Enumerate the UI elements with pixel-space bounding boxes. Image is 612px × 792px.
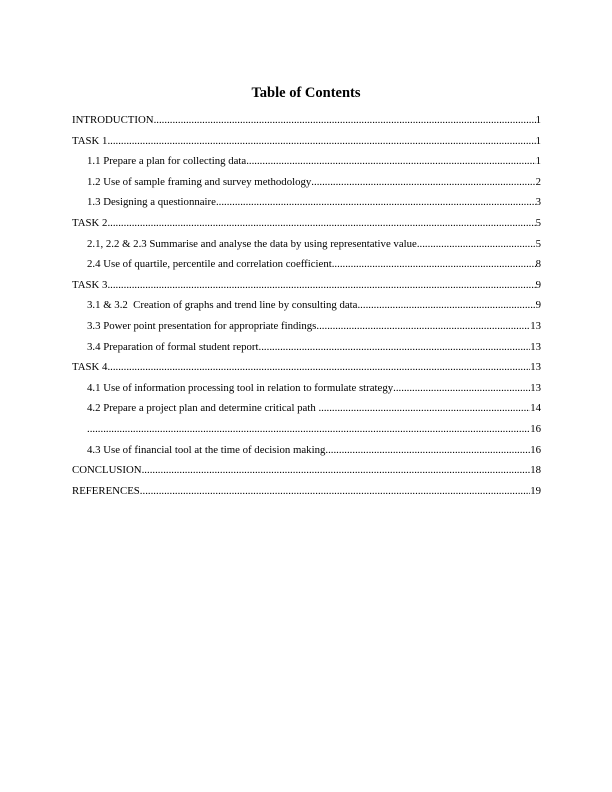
toc-entry-blank-leader[interactable] [72, 422, 541, 443]
toc-entry-text: TASK 2 [72, 216, 108, 229]
toc-dot-leader [318, 401, 530, 415]
toc-dot-leader [332, 257, 536, 271]
toc-entry-page: 1 [535, 134, 541, 147]
toc-entry-1-3[interactable] [72, 195, 541, 216]
toc-entry-page: 13 [530, 340, 541, 353]
toc-dot-leader [311, 175, 535, 189]
toc-dot-leader [246, 154, 535, 168]
toc-entry-text: TASK 4 [72, 361, 108, 374]
toc-entry-text: 3.4 Preparation of formal student report [87, 340, 259, 353]
toc-dot-leader [87, 422, 530, 436]
toc-entry-page: 19 [530, 484, 541, 497]
toc-dot-leader [107, 216, 535, 230]
toc-entry-text: REFERENCES [72, 484, 140, 497]
toc-entry-page: 9 [535, 299, 541, 312]
toc-dot-leader [140, 484, 530, 498]
toc-list [72, 113, 541, 504]
toc-dot-leader [259, 340, 531, 354]
toc-entry-page: 14 [530, 402, 541, 415]
toc-dot-leader [316, 319, 530, 333]
toc-dot-leader [216, 195, 536, 209]
toc-entry-page: 13 [530, 381, 541, 394]
toc-entry-page: 1 [535, 155, 541, 168]
toc-entry-page: 13 [530, 319, 541, 332]
toc-entry-1-1[interactable] [72, 154, 541, 175]
toc-dot-leader [417, 237, 536, 251]
toc-entry-text: 2.4 Use of quartile, percentile and correlation coefficient [87, 258, 332, 271]
toc-entry-page: 13 [530, 361, 541, 374]
toc-entry-text: INTRODUCTION [72, 114, 154, 126]
toc-entry-page: 18 [530, 464, 541, 477]
toc-entry-text: 4.3 Use of financial tool at the time of decision making [87, 443, 326, 456]
toc-dot-leader [107, 134, 535, 148]
toc-dot-leader [107, 278, 535, 292]
toc-entry-text: CONCLUSION [72, 464, 142, 477]
toc-entry-page: 5 [535, 216, 541, 229]
toc-entry-text: 2.1, 2.2 & 2.3 Summarise and analyse the data by using representative value [87, 237, 417, 250]
toc-entry-task-3[interactable] [72, 278, 541, 299]
toc-entry-2-4[interactable] [72, 257, 541, 278]
toc-entry-task-4[interactable] [72, 360, 541, 381]
toc-entry-conclusion[interactable] [72, 463, 541, 484]
toc-entry-3-3[interactable] [72, 319, 541, 340]
toc-entry-page: 3 [535, 196, 541, 209]
toc-entry-4-3[interactable] [72, 443, 541, 464]
toc-entry-text: 4.1 Use of information processing tool in relation to formulate strategy [87, 381, 394, 394]
toc-entry-task-2[interactable] [72, 216, 541, 237]
toc-entry-page: 16 [530, 443, 541, 456]
toc-entry-2-1[interactable] [72, 237, 541, 258]
toc-title: Table of Contents [251, 85, 361, 101]
toc-entry-page: 9 [535, 278, 541, 291]
toc-entry-4-2[interactable] [72, 401, 541, 422]
toc-entry-3-4[interactable] [72, 340, 541, 361]
toc-dot-leader [357, 298, 535, 312]
toc-dot-leader [393, 381, 530, 395]
toc-dot-leader [107, 360, 530, 374]
toc-entry-text: 3.1 & 3.2 Creation of graphs and trend line by consulting data [87, 299, 358, 312]
toc-entry-text: 1.3 Designing a questionnaire [87, 196, 216, 209]
toc-entry-page: 1 [535, 114, 541, 126]
toc-dot-leader [154, 113, 536, 127]
toc-entry-4-1[interactable] [72, 381, 541, 402]
toc-entry-page: 2 [535, 175, 541, 188]
toc-entry-text: 1.2 Use of sample framing and survey methodology [87, 175, 312, 188]
toc-entry-page: 16 [530, 422, 541, 435]
toc-entry-3-1[interactable] [72, 298, 541, 319]
toc-entry-text: TASK 3 [72, 278, 108, 291]
toc-entry-text: TASK 1 [72, 134, 108, 147]
toc-entry-page: 5 [535, 237, 541, 250]
toc-entry-text: 4.2 Prepare a project plan and determine critical path [87, 402, 319, 415]
toc-entry-introduction[interactable] [72, 113, 541, 134]
toc-dot-leader [325, 443, 530, 457]
toc-entry-page: 8 [535, 258, 541, 271]
toc-entry-references[interactable] [72, 484, 541, 505]
toc-entry-task-1[interactable] [72, 134, 541, 155]
toc-entry-text: 1.1 Prepare a plan for collecting data [87, 155, 247, 168]
toc-entry-text: 3.3 Power point presentation for appropriate findings [87, 319, 317, 332]
toc-dot-leader [142, 463, 531, 477]
toc-entry-1-2[interactable] [72, 175, 541, 196]
